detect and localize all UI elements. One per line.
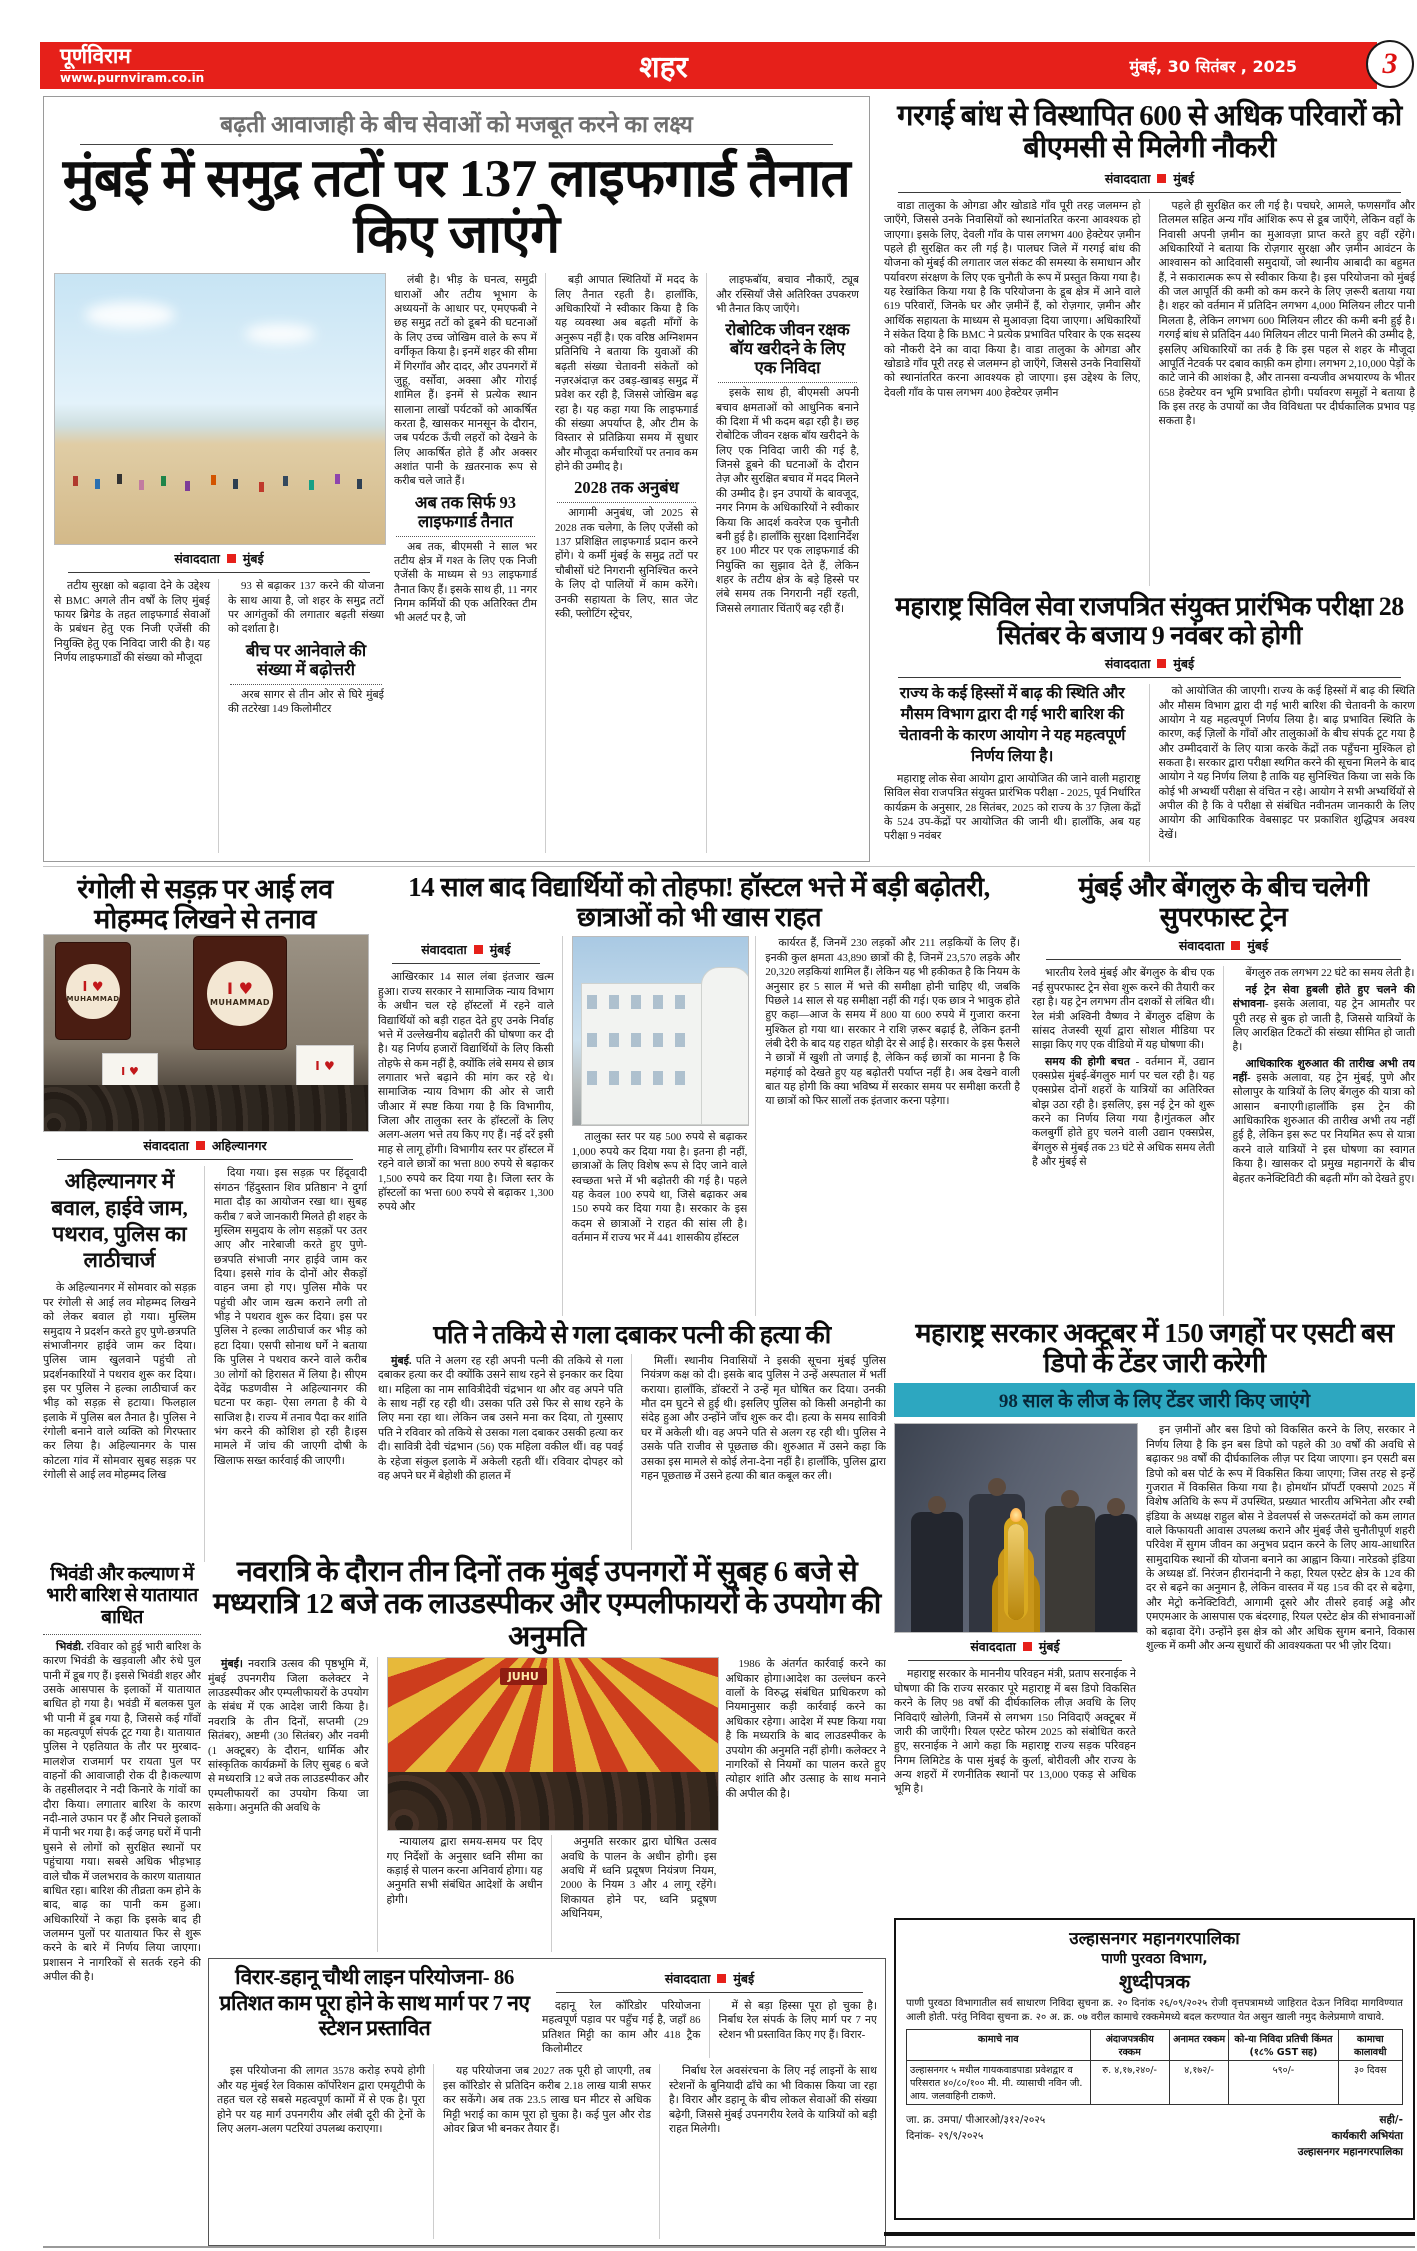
subhead: 2028 तक अनुबंध: [557, 479, 696, 503]
pati-headline: पति ने तकिये से गला दबाकर पत्नी की हत्या की: [433, 1322, 831, 1349]
bus-col1: [894, 1667, 1136, 1910]
hostel-col3: [765, 936, 1020, 1316]
tender-table: [906, 2029, 1403, 2105]
sign-designation: कार्यकारी अभियंता: [1331, 2129, 1403, 2142]
run-in-text: पति ने अलग रह रही अपनी पत्नी की तकिये से गला दबाकर हत्या कर दी क्योंकि उसने साथ रहने से इनकार कर दिया था। महिला का नाम सावित्रीदेवी चंद्रभान था और वह अपने पति के साथ नहीं रह रही थी। उसका पति उसे फिर से साथ रहने के लिए मना रहा था। लेकिन जब उसने मना कर दिया, तो गुस्साए पति ने रविवार को तकिये से उसका गला दबाकर उसकी हत्या कर दी। सावित्री देवी चंद्रभान (56) एक महिला वकील थीं। वह पवई के रहेजा संकुल इलाके में अकेली रहती थीं। रविवार दोपहर को वह अपने घर में बेहोशी की हालत में: [378, 1355, 623, 1482]
page-bottom-rule: [43, 2246, 1415, 2248]
mpsc-col1: [884, 684, 1150, 862]
paragraph: इस परियोजना की लागत 3578 करोड़ रुपये होगी और यह मुंबई रेल विकास कॉर्पोरेशन द्वारा एमयूटीपी के तहत चल रहे सबसे महत्वपूर्ण कामों में से एक है। पूरा होने पर यह मार्ग उपनगरीय और लंबी दूरी की ट्रेनों के लिए अलग-अलग पटरियां उपलब्ध कराएगा।: [217, 2065, 425, 2135]
lead-body: [54, 273, 859, 853]
paragraph: आखिरकार 14 साल लंबा इंतजार खत्म हुआ। राज्य सरकार ने सामाजिक न्याय विभाग के अधीन चल रहे हॉस्टलों में रहने वाले विद्यार्थियों को बड़ी राहत देते हुए उनके निर्वाह भत्ते में उल्लेखनीय बढ़ोतरी की घोषणा कर दी है। यह निर्णय हजारों विद्यार्थियों के लिए किसी तोहफे से कम नहीं है, क्योंकि लंबे समय से छात्र लगातार भत्ते बढ़ाने की मांग कर रहे थे। सामाजिक न्याय विभाग की ओर से जारी जीआर में स्पष्ट किया गया है कि विभागीय, जिला और तालुका स्तर के हॉस्टलों के लिए अलग-अलग भत्ते तय किए गए हैं। नई दरें इसी माह से लागू होंगी। विभागीय स्तर पर हॉस्टल में रहने वाले छात्रों का भत्ता 800 रुपये से बढ़ाकर 1,500 रुपये कर दिया गया है। जिला स्तर के हॉस्टलों का भत्ता 600 रुपये से बढ़ाकर 1,300 रुपये और: [378, 971, 554, 1214]
gargai-byline: [884, 170, 1415, 187]
ref-number: जा. क्र. उमपा/ पीआरओ/३१२/२०२५: [906, 2114, 1046, 2126]
virar-bottom: [217, 2064, 877, 2239]
article-hostel-allowance: [378, 872, 1020, 1316]
train-headline: मुंबई और बेंगलुरु के बीच चलेगी सुपरफास्ट ट्रेन: [1078, 872, 1369, 933]
byline-city: मुंबई: [1173, 171, 1195, 186]
ref-date: दिनांक- २९/९/२०२५: [906, 2129, 984, 2142]
bus-body: [894, 1423, 1415, 1910]
paragraph: [43, 1640, 201, 1985]
section-divider: [43, 866, 1415, 867]
article-bhiwandi-rain: [43, 1564, 201, 2248]
article-st-bus-depots: [894, 1318, 1415, 1910]
duration-cell: ३० दिवस: [1338, 2061, 1403, 2105]
paragraph: [1233, 1057, 1416, 1186]
paragraph: अनुमति सरकार द्वारा घोषित उत्सव अवधि के पालन के अधीन होगी। इस अवधि में ध्वनि प्रदूषण नियंत्रण नियम, 2000 के नियम 3 और 4 लागू रहेंगे। शिकायत होने पर, ध्वनि प्रदूषण अधिनियम,: [560, 1836, 717, 1921]
virar-intro: [542, 1965, 877, 2058]
paragraph: लाइफबॉय, बचाव नौकाएँ, ट्यूब और रस्सियाँ जैसे अतिरिक्त उपकरण भी तैनात किए जाएँगे।: [716, 274, 859, 316]
sign-line: सही/-: [1379, 2114, 1403, 2126]
byline-label: संवाददाता: [1178, 939, 1225, 954]
decor-tower: [701, 967, 750, 1125]
dateline: मुंबई।: [221, 1658, 244, 1671]
byline-rule: [898, 192, 1401, 193]
lead-right-pane: [394, 273, 859, 853]
tender-dept: पाणी पुरवठा विभाग,: [1101, 1951, 1208, 1967]
paragraph: महाराष्ट्र सरकार के माननीय परिवहन मंत्री, प्रताप सरनाईक ने घोषणा की कि राज्य सरकार पूरे महाराष्ट्र में बस डिपो विकसित करने के लिए 98 वर्षों की दीर्घकालिक लीज़ अवधि के लिए निविदाएँ खोलेगी, जिनमें से लगभग 150 निविदाएँ अक्टूबर में जारी की जाएँगी। रियल एस्टेट फोरम 2025 को संबोधित करते हुए, सरनाईक ने आगे कहा कि महाराष्ट्र राज्य सड़क परिवहन निगम लिमिटेड के पास मुंबई के कुर्ला, बोरीवली और राज्य के अन्य शहरों में रणनीतिक स्थानों पर 13,000 एकड़ से अधिक भूमि है।: [894, 1668, 1136, 1796]
virar-intro1: [542, 1999, 710, 2058]
copy-price-cell: ५९०/-: [1229, 2061, 1338, 2105]
bus-col2: [1146, 1423, 1415, 1910]
sign-text: I ♥: [315, 1059, 335, 1074]
mpsc-headline: महाराष्ट्र सिविल सेवा राजपत्रित संयुक्त प्रारंभिक परीक्षा 28 सितंबर के बजाय 9 नवंबर को होगी: [895, 592, 1404, 651]
run-in-text: रविवार को हुई भारी बारिश के कारण भिवंडी के खड़वाली और रुंधे पुल पानी में डूब गए हैं। इससे भिवंडी शहर और उसके आसपास के इलाकों में यातायात बाधित हो गया है। भवंडी में बलकस पुल भी पानी में डूब गया है, जिससे कई गाँवों का महत्वपूर्ण संपर्क टूट गया है। यातायात पुलिस ने एहतियात के तौर पर मुरबाद-मालशेज राजमार्ग पर रायता पुल पर वाहनों की आवाजाही रोक दी है।कल्याण के तहसीलदार ने नदी किनारे के गांवों का दौरा किया। लगातार बारिश के कारण नदी-नाले उफान पर हैं और निचले इलाकों में पानी भर गया है। कई जगह घरों में पानी घुसने से लोगों को सुरक्षित स्थानों पर पहुंचाया गया। सबसे अधिक भीड़भाड़ वाले चौक में जलभराव के कारण यातायात बाधित रहा। बारिश की तीव्रता कम होने के बाद, बाढ़ का पानी कम हुआ। अधिकारियों ने कहा कि इसके बाद ही जलमग्न पुलों पर यातायात फिर से शुरू करने के बारे में निर्णय लिया जाएगा। प्रशासन ने नागरिकों से सतर्क रहने की अपील की है।: [43, 1640, 201, 1984]
estimate-cell: रु. ४,१७,२४०/-: [1090, 2061, 1169, 2105]
navratri-col1: [208, 1657, 378, 1952]
placard-word: MUHAMMAD: [66, 994, 120, 1003]
virar-top: [217, 1965, 877, 2058]
byline-rule: [556, 1992, 863, 1993]
byline-label: संवाददाता: [143, 1139, 189, 1154]
decor-windows: [587, 1071, 695, 1085]
protest-photo: [43, 934, 369, 1132]
virar-intro2: [719, 1999, 878, 2058]
mpsc-col2: [1159, 684, 1416, 862]
run-in-text: इसके अलावा, यह ट्रेन आमतौर पर पूरी तरह से बुक हो जाती है, जिससे यात्रियों के लिए आरक्षित टिकटों की संख्या सीमित हो जाती है।: [1232, 998, 1415, 1054]
placard-disc: [207, 961, 273, 1026]
byline-city: मुंबई: [1173, 657, 1195, 672]
placard-text: I ♥: [82, 979, 104, 995]
virar-col1: [217, 2064, 434, 2239]
rangoli-col1: [43, 1166, 205, 1562]
lead-colE: [716, 273, 859, 853]
paragraph: के अहिल्यानगर में सोमवार को सड़क़ पर रंगोली से आई लव मोहम्मद लिखने को लेकर बवाल हो गया। मुस्लिम समुदाय ने प्रदर्शन करते हुए पुणे-छत्रपति संभाजीनगर हाईवे जाम कर दिया। पुलिस जाम खुलवाने पहुंची तो प्रदर्शनकारियों ने पथराव शुरू कर दिया। इस पर पुलिस ने हल्का लाठीचार्ज कर भीड़ को सड़क़ से हटाया। फिलहाल इलाके में पुलिस बल तैनात है। पुलिस ने रंगोली बनाने वाले व्यक्ति को गिरफ्तार कर लिया है। अहिल्यानगर के पास कोटला गांव में सोमवार सुबह सड़क़ पर रंगोली से आई लव मोहम्मद लिख: [43, 1282, 196, 1482]
rangoli-subheadline: अहिल्यानगर में बवाल, हाईवे जाम, पथराव, पुलिस का लाठीचार्ज: [51, 1169, 188, 1273]
paragraph: 1986 के अंतर्गत कार्रवाई करने का अधिकार होगा।आदेश का उल्लंघन करने वालों के विरुद्ध संबंधित प्राधिकरण को नियमानुसार कड़ी कार्रवाई करने का अधिकार रहेगा। आदेश में स्पष्ट किया गया है कि मध्यरात्रि के बाद लाउडस्पीकर के उपयोग की अनुमति नहीं होगी। कलेक्टर ने नागरिकों से नियमों का पालन करते हुए त्योहार शांति और उत्साह के साथ मनाने की अपील की है।: [725, 1658, 886, 1800]
hostel-col2: [572, 936, 757, 1316]
sign-org: उल्हासनगर महानगरपालिका: [1297, 2145, 1403, 2158]
byline-label: संवाददाता: [1104, 657, 1151, 672]
tender-notice-box: [894, 1918, 1415, 2220]
bus-byline: [894, 1638, 1136, 1655]
byline-rule: [1046, 959, 1401, 960]
subhead: अब तक सिर्फ 93 लाइफगार्ड तैनात: [396, 494, 535, 537]
paragraph: दिया गया। इस सड़क़ पर हिंदूवादी संगठन 'हिंदुस्तान शिव प्रतिष्ठान' ने दुर्गा माता दौड़ का आयोजन रखा था। सुबह करीब 7 बजे जानकारी मिलते ही शहर के मुस्लिम समुदाय के लोग सड़क़ों पर उतर आए और नारेबाजी करते हुए पुणे-छत्रपति संभाजी नगर हाईवे जाम कर दिया। इससे गांव के दोनों ओर सैकड़ों वाहन जमा हो गए। पुलिस मौके पर पहुंची और जाम खत्म कराने लगी तो भीड़ ने पथराव शुरू कर दिया। इस पर पुलिस ने हल्का लाठीचार्ज कर भीड़ को हटा दिया। एसपी सोनाथ घर्गे ने बताया कि पुलिस ने पथराव करने वाले करीब 30 लोगों को हिरासत में लिया है। सीएम देवेंद्र फडणवीस ने अहिल्यानगर की घटना पर कहा- ऐसा लगता है की ये साजिश है। राज्य में तनाव पैदा कर शांति भंग करने की कोशिश हो रही है।इस मामले में जांच की जाएगी दोषी के खिलाफ सख्त कार्रवाई की जाएगी।: [214, 1167, 367, 1467]
tender-header-row: [907, 2030, 1403, 2061]
paragraph: तालुका स्तर पर यह 500 रुपये से बढ़ाकर 1,000 रुपये कर दिया गया है। इतना ही नहीं, छात्राओं के लिए विशेष रूप से दिए जाने वाले स्वच्छता भत्ते में भी बढ़ोतरी की गई है। पहले यह केवल 100 रुपये था, जिसे बढ़ाकर अब 150 रुपये कर दिया गया है। सरकार के इस कदम से छात्राओं ने राहत की सांस ली है। वर्तमान में राज्य भर में 441 शासकीय हॉस्टल: [571, 1131, 748, 1244]
tender-footer: [906, 2113, 1403, 2160]
lead-headline: मुंबई में समुद्र तटों पर 137 लाइफगार्ड तैनात किए जाएंगे: [62, 150, 851, 265]
article-superfast-train: [1032, 872, 1415, 1316]
train-byline: [1032, 937, 1415, 954]
col-header: को-या निविदा प्रतिची किंमत (१८% GST सह): [1229, 2030, 1338, 2061]
col-header: कामाचे नाव: [907, 2030, 1091, 2061]
article-lifeguards: [43, 96, 870, 862]
paragraph: में से बड़ा हिस्सा पूरा हो चुका है। निर्बाध रेल संपर्क के लिए मार्ग पर 7 नए स्टेशन भी प्रस्तावित किए गए हैं। विरार-: [718, 2000, 877, 2041]
tender-body: पाणी पुरवठा विभागातील सर्व साधारण निविदा सुचना क्र. २० दिनांक २६/०९/२०२५ रोजी वृत्तपत्रामध्ये जाहिरात देऊन निविदा मागविण्यात आली होती. परंतु निविदा सुचना क्र. २० अ. क्र. ०७ वरील कामाचे रक्कमेमध्ये बदल करण्यात येत असुन खाली नमुद केलेप्रमाणे वाचावे.: [906, 1998, 1403, 2023]
decor-beach-crowd: [73, 476, 78, 486]
byline-city: मुंबई: [489, 943, 511, 958]
page-number-badge: [1366, 40, 1414, 88]
navratri-mini2: [561, 1835, 717, 1952]
decor-ceremonial-lamp: [1008, 1524, 1024, 1620]
tender-org: उल्हासनगर महानगरपालिका: [1069, 1929, 1240, 1949]
byline-rule: [392, 963, 540, 964]
byline-city: मुंबई: [242, 552, 264, 567]
byline-rule: [57, 1159, 353, 1160]
mpsc-byline: [884, 655, 1415, 672]
paragraph: पहले ही सुरक्षित कर ली गई है। पचघरे, आमले, फणसगाँव और तिलमल सहित अन्य गाँव आंशिक रूप से डूब जाएँगे, लेकिन वहाँ के निवासी अपनी ज़मीन का मुआवज़ा प्राप्त करते हुए वहीं रहेंगे। अधिकारियों ने बताया कि रोज़गार सुरक्षा और ज़मीन आवंटन के आश्वासन को आदिवासी समुदायों, जो स्थानीय आबादी का बहुमत हैं, ने सकारात्मक रूप से स्वीकार किया है। इस परियोजना को मुंबई की जल आपूर्ति की कमी को कम करने के लिए ज़रूरी बताया गया है। शहर को वर्तमान में प्रतिदिन लगभग 4,000 मिलियन लीटर पानी मिलता है, लेकिन लगभग 600 मिलियन लीटर की कमी बनी हुई है। गरगई बांध से प्रतिदिन 440 मिलियन लीटर पानी मिलने की उम्मीद है, इसलिए अधिकारियों का तर्क है कि इस पहल से शहर के मौजूदा आपूर्ति नेटवर्क पर दबाव काफ़ी कम होगा। लगभग 2,10,000 पेड़ों के काटे जाने की आशंका है, और तानसा वन्यजीव अभयारण्य के भीतर 658 हेक्टेयर वन भूमि प्रभावित होगी। पर्यावरण समूहों ने बताया है कि इस तरह के उपायों का जैव विविधता पर दीर्घकालिक प्रभाव पड़ सकता है।: [1158, 199, 1415, 428]
decor-cloud: [85, 302, 175, 328]
byline-city: मुंबई: [733, 1972, 755, 1986]
dateline: भिवंडी.: [56, 1640, 84, 1653]
run-in-head: नई ट्रेन सेवा हुबली होते हुए चलने की संभावना-: [1232, 983, 1415, 1011]
byline-city: अहिल्यानगर: [211, 1139, 267, 1154]
lead-colC: [394, 273, 546, 853]
col-header: अनामत रक्कम: [1169, 2030, 1229, 2061]
drummers-photo: [387, 1657, 719, 1831]
paragraph: भारतीय रेलवे मुंबई और बेंगलुरु के बीच एक नई सुपरफास्ट ट्रेन सेवा शुरू करने की तैयारी कर रहा है। यह ट्रेन लगभग तीन दशकों से लंबित थी।रेल मंत्री अश्विनी वैष्णव ने बेंगलुरु दक्षिण के सांसद तेजस्वी सूर्या द्वारा सोशल मीडिया पर साझा किए गए एक वीडियो में यह घोषणा की।: [1032, 967, 1215, 1052]
col-header: कामाचा कालावधी: [1338, 2030, 1403, 2061]
article-rangoli-tension: [43, 874, 367, 1562]
section-title: शहर: [639, 50, 688, 85]
byline-label: संवाददाता: [970, 1640, 1016, 1655]
hostel-col2-text: [572, 1130, 748, 1316]
navratri-col2: [726, 1657, 887, 1952]
paragraph: बड़ी आपात स्थितियों में मदद के लिए तैनात रहती है। हालाँकि, अधिकारियों ने स्वीकार किया है कि यह व्यवस्था अब बढ़ती माँगों के अनुरूप नहीं है। एक वरिष्ठ अग्निशमन प्रतिनिधि ने बताया कि युवाओं की बढ़ती संख्या चेतावनी संकेतों को नज़रअंदाज़ कर उबड़-खाबड़ समुद्र में प्रवेश कर रही है, जिससे जोखिम बढ़ रहा है। यह कहा गया कि लाइफगार्ड की संख्या अपर्याप्त है, और टीम के विस्तार से प्रतिक्रिया समय में सुधार और मौजूदा कर्मचारियों पर तनाव कम होने की उम्मीद है।: [555, 274, 698, 474]
masthead: [40, 42, 1377, 89]
protest-sign: [296, 1045, 354, 1087]
navratri-middle: [387, 1657, 717, 1952]
decor-windows: [587, 1033, 695, 1047]
decor-person: [1095, 1514, 1137, 1632]
byline-square-icon: [196, 1141, 205, 1150]
byline-rule: [898, 677, 1401, 678]
navratri-headline: नवरात्रि के दौरान तीन दिनों तक मुंबई उपनगरों में सुबह 6 बजे से मध्यरात्रि 12 बजे तक लाउडस्पीकर और एम्पलीफायरों के उपयोग की अनुमति: [213, 1556, 881, 1653]
byline-square-icon: [227, 554, 236, 563]
paragraph: कार्यरत हैं, जिनमें 230 लड़कों और 211 लड़कियों के लिए हैं। इनकी कुल क्षमता 43,890 छात्रों की है, जिनमें 23,570 लड़के और 20,320 लड़कियां शामिल हैं। लेकिन यह भी हकीकत है कि नियम के अनुसार हर 5 साल में भत्ते की समीक्षा होनी चाहिए थी, जबकि पिछले 14 साल से यह समीक्षा नहीं की गई। एक छात्र ने भावुक होते हुए कहा—आज के समय में 800 या 600 रुपये में गुजारा करना मुश्किल हो गया था। सरकार ने राशि ज़रूर बढ़ाई है, लेकिन इतनी लंबी देरी के बाद यह राहत थोड़ी देर से आई है। सरकार के इस फैसले ने छात्रों में खुशी तो जगाई है, लेकिन कई छात्रों का मानना है कि महंगाई को देखते हुए यह बढ़ोतरी पर्याप्त नहीं है। अब देखने वाली बात यह होगी कि क्या भविष्य में सरकार समय पर समीक्षा करती है या छात्रों को फिर सालों तक इंतजार करना पड़ेगा।: [765, 937, 1020, 1108]
run-in-text: इसके अलावा, यह ट्रेन मुंबई, पुणे और सोलापुर के यात्रियों के लिए बेंगलुरु की यात्रा को आसान बनाएगी।हालाँकि इस ट्रेन की आधिकारिक शुरुआत की तारीख अभी तय नहीं हुई है, लेकिन इस रूट पर नियमित रूप से यात्रा करने वाले यात्रियों ने इस घोषणा का स्वागत किया है। खासकर दो प्रमुख महानगरों के बीच बेहतर कनेक्टिविटी की बढ़ती माँग को देखते हुए।: [1232, 1071, 1415, 1185]
placard-word: MUHAMMAD: [209, 998, 271, 1008]
virar-col2: [443, 2064, 660, 2239]
lead-byline: [54, 550, 384, 567]
bhiwandi-headline: भिवंडी और कल्याण में भारी बारिश से यातायात बाधित: [43, 1564, 201, 1635]
run-in-text: वर्तमान में, उद्यान एक्सप्रेस मुंबई-बेंगलुरु मार्ग पर चल रही है। यह एक्सप्रेस दोनों शहरों के यात्रियों का अतिरिक्त बोझ उठा रही है। इसलिए, इस नई ट्रेन को शुरू करने का निर्णय लिया गया है।गुंतकल और कलबुर्गी होते हुए चलने वाली उद्यान एक्सप्रेस, बेंगलुरु से मुंबई तक 23 घंटे से अधिक समय लेती है और मुंबई से: [1032, 1055, 1215, 1169]
beach-photo: [54, 273, 386, 545]
pati-col1: [378, 1354, 632, 1550]
paper-name: पूर्णविराम: [60, 43, 131, 68]
rangoli-headline: रंगोली से सड़क़ पर आई लव मोहम्मद लिखने से तनाव: [77, 874, 333, 935]
paragraph: महाराष्ट्र लोक सेवा आयोग द्वारा आयोजित की जाने वाली महाराष्ट्र सिविल सेवा राजपत्रित संयुक्त प्रारंभिक परीक्षा - 2025, पूर्व निर्धारित कार्यक्रम के अनुसार, 28 सितंबर, 2025 को राज्य के 37 ज़िला केंद्रों के 524 उप-केंद्रों पर आयोजित की जानी थी। हालाँकि, अब यह परीक्षा 9 नवंबर: [884, 772, 1141, 843]
edition-dateline: मुंबई, 30 सितंबर , 2025: [1129, 56, 1297, 76]
lead-left-pane: [54, 273, 384, 853]
article-navratri-loudspeaker: [208, 1556, 886, 1952]
navratri-body: [208, 1657, 886, 1952]
decor-crowd: [388, 1772, 718, 1830]
train-col1: [1032, 966, 1224, 1316]
subhead: बीच पर आनेवाले की संख्या में बढ़ोत्तरी: [230, 642, 382, 685]
paragraph: वाडा तालुका के ओगडा और खोडाडे गाँव पूरी तरह जलमग्न हो जाएँगे, जिससे उनके निवासियों को स्थानांतरित करना आवश्यक हो जाएगा। इसके लिए, देवली गाँव के पास लगभग 400 हेक्टेयर ज़मीन पहले ही सुरक्षित कर ली गई है। पालघर जिले में गरगई बांध की योजना को मुंबई की लगातार जल संकट की समस्या के समाधान और पर्यावरण संरक्षण के लिए एक चुनौती के रूप में प्रस्तुत किया गया है। यह रेखांकित किया गया है कि परियोजना के डूब क्षेत्र में आने वाले 619 परिवारों, जिनके घर और ज़मीनें हैं, को रोज़गार, ज़मीन और आर्थिक सहायता के माध्यम से मुआवज़ा दिया जाएगा। अधिकारियों ने संकेत दिया है कि BMC ने प्रत्येक प्रभावित परिवार के एक सदस्य को नौकरी देने का वादा किया है। वाडा तालुका के ओगडा और खोडाडे गाँव पूरी तरह से जलमग्न हो जाएँगे, जिससे उनके निवासियों को स्थानांतरित करना आवश्यक हो जाएगा। इस उद्देश्य के लिए, देवली गाँव के पास लगभग 400 हेक्टेयर ज़मीन: [884, 199, 1141, 399]
paragraph: [378, 1354, 623, 1483]
byline-label: संवाददाता: [421, 943, 467, 958]
article-gargai-dam: [884, 100, 1415, 586]
tender-ref: [906, 2113, 1045, 2160]
virar-col3: [669, 2064, 877, 2239]
virar-byline: [542, 1970, 877, 1987]
byline-label: संवाददाता: [174, 552, 220, 567]
decor-crowd: [44, 1085, 368, 1131]
paragraph: इसके साथ ही, बीएमसी अपनी बचाव क्षमताओं को आधुनिक बनाने की दिशा में भी कदम बढ़ा रही है। छह रोबोटिक जीवन रक्षक बॉय खरीदने के लिए एक निविदा जारी की गई है, जिनसे डूबने की घटनाओं के दौरान तेज़ और सुरक्षित बचाव में मदद मिलने की उम्मीद है। इन उपायों के बावजूद, नगर निगम के अधिकारियों ने स्वीकार किया कि आदर्श कवरेज एक चुनौती बनी हुई है। हालाँकि सुरक्षा दिशानिर्देश हर 100 मीटर पर एक लाइफगार्ड की नियुक्ति का सुझाव देते हैं, लेकिन शहर के तटीय क्षेत्र के बड़े हिस्से पर लंबे समय तक निगरानी नहीं रहती, जिससे लगातार चिंताएँ बढ़ रही हैं।: [716, 387, 859, 615]
paragraph: [208, 1657, 369, 1815]
byline-square-icon: [1231, 941, 1240, 950]
byline-square-icon: [717, 1974, 726, 1983]
paragraph: 93 से बढ़ाकर 137 करने की योजना के साथ आया है, जो शहर के समुद्र तटों पर आगंतुकों की लगातार बढ़ती संख्या को दर्शाता है।: [228, 580, 384, 636]
hostel-col1-text: [378, 970, 554, 1316]
bhiwandi-body: [43, 1640, 201, 2248]
placard-disc: [66, 964, 119, 1020]
paragraph: निर्बाध रेल अवसंरचना के लिए नई लाइनों के साथ स्टेशनों के बुनियादी ढाँचे का भी विकास किया जा रहा है। विरार और डहानू के बीच लोकल सेवाओं की संख्या बढ़ेगी, जिससे मुंबई उपनगरीय रेलवे के यात्रियों को बड़ी राहत मिलेगी।: [669, 2065, 877, 2135]
rangoli-col2: [214, 1166, 367, 1562]
lead-colB: [228, 579, 384, 853]
bottom-black-bar: [884, 2232, 1415, 2236]
virar-headline: विरार-डहानू चौथी लाइन परियोजना- 86 प्रतिशत काम पूरा होने के साथ मार्ग पर 7 नए स्टेशन प्रस्तावित: [219, 1965, 530, 2041]
paragraph: दहानू रेल कॉरिडोर परियोजना महत्वपूर्ण पड़ाव पर पहुँच गई है, जहाँ 86 प्रतिशत मिट्टी का काम और 418 ट्रैक किलोमीटर: [542, 2000, 701, 2056]
paragraph: आगामी अनुबंध, जो 2025 से 2028 तक चलेगा, के लिए एजेंसी को 137 प्रशिक्षित लाइफगार्ड प्रदान करने होंगे। ये कर्मी मुंबई के समुद्र तटों पर चौबीसों घंटे निगरानी सुनिश्चित करने के लिए दो पालियों में काम करेंगे। उनकी सहायता के लिए, सात जेट स्की, फ्लोटिंग स्ट्रेचर,: [555, 507, 698, 620]
article-wife-murder: [378, 1322, 886, 1550]
run-in-head: समय की होगी बचत -: [1045, 1055, 1140, 1068]
decor-person: [911, 1512, 963, 1632]
paragraph: [1233, 983, 1416, 1055]
navratri-mini1: [387, 1835, 552, 1952]
paragraph: अब तक, बीएमसी ने साल भर तटीय क्षेत्र में गश्त के लिए एक निजी एजेंसी के माध्यम से 93 लाइफगार्ड तैनात किए हैं। इसके साथ ही, 11 नगर निगम कर्मियों की एक अतिरिक्त टीम भी अलर्ट पर है, जो: [394, 540, 537, 625]
lead-colD: [555, 273, 707, 853]
gargai-headline: गरगई बांध से विस्थापित 600 से अधिक परिवारों को बीएमसी से मिलेगी नौकरी: [897, 100, 1402, 165]
paragraph: बेंगलुरु तक लगभग 22 घंटे का समय लेती है।: [1245, 967, 1415, 980]
paragraph: [1032, 1055, 1215, 1170]
byline-square-icon: [1157, 174, 1166, 183]
decor-windows: [587, 995, 695, 1009]
subhead: रोबोटिक जीवन रक्षक बॉय खरीदने के लिए एक निविदा: [718, 321, 857, 383]
page-number: 3: [1382, 47, 1398, 80]
mpsc-lede: राज्य के कई हिस्सों में बाढ़ की स्थिति और मौसम विभाग द्वारा दी गई भारी बारिश की चेतावनी के कारण आयोग ने यह महत्वपूर्ण निर्णय लिया है।: [899, 685, 1126, 765]
paragraph: अरब सागर से तीन ओर से घिरे मुंबई की तटरेखा 149 किलोमीटर: [228, 688, 384, 716]
bus-headline: महाराष्ट्र सरकार अक्टूबर में 150 जगहों पर एसटी बस डिपो के टेंडर जारी करेगी: [915, 1318, 1394, 1379]
paragraph: इन ज़मीनों और बस डिपो को विकसित करने के लिए, सरकार ने निर्णय लिया है कि इन बस डिपो को पहले की 30 वर्षों की अवधि से बढ़ाकर 98 वर्षों की दीर्घकालिक लीज़ पर दिया जाएगा। इन एसटी बस डिपो को बस पोर्ट के रूप में विकसित किया जाएगा; जिस तरह से इन्हें गुजरात में विकसित किया गया है। होमथॉन प्रॉपर्टी एक्सपो 2025 में विशेष अतिथि के रूप में उपस्थित, प्रख्यात भारतीय अभिनेता और रग्बी इंडिया के अध्यक्ष राहुल बोस ने डेवलपर्स से जरूरतमंदों को कम लागत वाले किफायती आवास उपलब्ध कराने और मुंबई जैसे चुनौतीपूर्ण शहरी परिवेश में सुगम जीवन का अनुभव प्रदान करने के लिए आय-आधारित सामुदायिक स्थानों की योजना बनाने का आह्वान किया। नारेडको इंडिया के अध्यक्ष डॉ. निरंजन हीरानंदानी ने कहा, रियल एस्टेट क्षेत्र के 12व की दर से बढ़ने का अनुमान है, लेकिन वास्तव में यह 15व की दर से बढ़ेगा, और मेट्रो कनेक्टिविटी, आगामी दूसरे और तीसरे हवाई अड्डे और एमएमआर के आसपास एक बंदरगाह, रियल एस्टेट क्षेत्र की संभावनाओं को बढ़ावा देंगे। उन्होंने इस क्षेत्र को और अधिक सुगम बनाने, विकास शुल्क में कमी और अन्य सुधारों की आवश्यकता पर भी ज़ोर दिया।: [1146, 1424, 1415, 1652]
article-virar-dahanu: [208, 1958, 886, 2246]
protest-placard: [194, 937, 286, 1049]
byline-square-icon: [1023, 1642, 1032, 1651]
hostel-col1: [378, 936, 563, 1316]
run-in-head: आधिकारिक शुरुआत की तारीख अभी तय नहीं-: [1232, 1057, 1415, 1084]
tender-data-row: [907, 2061, 1403, 2105]
hostel-headline: 14 साल बाद विद्यार्थियों को तोहफा! हॉस्टल भत्ते में बड़ी बढ़ोतरी, छात्राओं को भी खास राहत: [408, 872, 990, 933]
gargai-col1: [884, 199, 1150, 586]
decor-person: [1045, 1506, 1095, 1632]
byline-rule: [68, 572, 370, 573]
paragraph: लंबी है। भीड़ के घनत्व, समुद्री धाराओं और तटीय भूभाग के अध्ययनों के आधार पर, एमएफबी ने छह समुद्र तटों को डूबने की घटनाओं के लिए उच्च जोखिम वाले के रूप में वर्गीकृत किया है। इनमें शहर की सीमा में गिरगाँव और दादर, और उपनगरों में जुहू, वर्सोवा, अक्सा और गोराई शामिल हैं। इनमें से प्रत्येक स्थान सालाना लाखों पर्यटकों को आकर्षित करता है, खासकर मानसून के दौरान, जब पर्यटक ऊँची लहरों को देखने के लिए आकर्षित होते हैं और अक्सर अशांत पानी के ख़तरनाक रूप से करीब चले जाते हैं।: [394, 274, 537, 488]
paragraph: मिलीं। स्थानीय निवासियों ने इसकी सूचना मुंबई पुलिस नियंत्रण कक्ष को दी। इसके बाद पुलिस ने उन्हें अस्पताल में भर्ती कराया। हालाँकि, डॉक्टरों ने उन्हें मृत घोषित कर दिया। उनकी मौत दम घुटने से हुई थी। इसलिए पुलिस को किसी अनहोनी का संदेह हुआ और उन्होंने जाँच शुरू कर दी। हत्या के समय सावित्री घर में अकेली थी। वह अपने पति से अलग रह रही थी। पुलिस ने उसके पति राजीव से पूछताछ की। शुरुआत में उसने कहा कि उसका इस मामले से कोई लेना-देना नहीं है। हालाँकि, पुलिस द्वारा गहन पूछताछ में उसने हत्या की बात कबूल कर ली।: [641, 1355, 886, 1482]
lead-kicker: बढ़ती आवाजाही के बीच सेवाओं को मजबूत करने का लक्ष्य: [80, 107, 832, 145]
article-mpsc-exam: [884, 592, 1415, 862]
pati-col2: [641, 1354, 886, 1550]
byline-city: मुंबई: [1038, 1640, 1060, 1655]
byline-label: संवाददाता: [1104, 171, 1151, 186]
dateline: मुंबई.: [391, 1355, 412, 1367]
paragraph: न्यायालय द्वारा समय-समय पर दिए गए निर्देशों के अनुसार ध्वनि सीमा का कड़ाई से पालन करना अनिवार्य होगा। यह अनुमति सभी संबंधित आदेशों के अधीन होगी।: [386, 1836, 543, 1906]
byline-city: मुंबई: [1247, 939, 1269, 954]
protest-placard: [56, 943, 130, 1039]
bus-strap: 98 साल के लीज के लिए टेंडर जारी किए जाएंगे: [894, 1383, 1415, 1417]
byline-square-icon: [1157, 659, 1166, 668]
lead-colA: [54, 579, 219, 853]
decor-cloud: [245, 324, 315, 344]
byline-label: संवाददाता: [664, 1972, 711, 1986]
paragraph: यह परियोजना जब 2027 तक पूरी हो जाएगी, तब इस कॉरिडोर से प्रतिदिन करीब 2.18 लाख यात्री सफर कर सकेंगे। अब तक 23.5 लाख घन मीटर से अधिक मिट्टी भराई का काम पूरा हो चुका है। कई पुल और रोड ओवर ब्रिज भी बनकर तैयार हैं।: [443, 2065, 651, 2135]
paragraph: तटीय सुरक्षा को बढ़ावा देने के उद्देश्य से BMC अगले तीन वर्षों के लिए मुंबई फायर ब्रिगेड के तहत लाइफगार्ड सेवाओं के प्रबंधन हेतु एक निजी एजेंसी की नियुक्ति हेतु एक निविदा जारी की है। यह निर्णय लाइफगार्डों की संख्या को मौजूदा: [54, 580, 210, 665]
gargai-col2: [1159, 199, 1416, 586]
protest-sign: [102, 1053, 158, 1089]
bus-left: [894, 1423, 1136, 1910]
rangoli-byline: [43, 1137, 367, 1154]
paper-brand: [40, 43, 360, 86]
deposit-cell: ४,१७२/-: [1169, 2061, 1229, 2105]
byline-rule: [908, 1660, 1122, 1661]
hostel-byline: [378, 941, 554, 958]
paragraph: को आयोजित की जाएगी। राज्य के कई हिस्सों में बाढ़ की स्थिति और मौसम विभाग द्वारा दी गई भारी बारिश की चेतावनी के कारण आयोग ने यह महत्वपूर्ण निर्णय लिया है। बाढ़ प्रभावित स्थिति के कारण, कई ज़िलों के गाँवों और तालुकाओं के बीच संपर्क टूट गया है और उम्मीदवारों के लिए यात्रा करके केंद्रों तक पहुँचना मुश्किल हो सकता है। सरकार द्वारा परीक्षा स्थगित करने की सूचना मिलने के बाद आयोग ने यह निर्णय लिया है ताकि यह सुनिश्चित किया जा सके कि कोई भी अभ्यर्थी परीक्षा से वंचित न रहे। आयोग ने सभी अभ्यर्थियों से अपील की है कि वे परीक्षा से संबंधित नवीनतम जानकारी के लिए आयोग की आधिकारिक वेबसाइट पर प्रकाशित शुद्धिपत्र अवश्य देखें।: [1158, 685, 1415, 841]
col-header: अंदाजपत्रकीय रक्कम: [1090, 2030, 1169, 2061]
juhu-sign: JUHU: [500, 1668, 547, 1685]
run-in-text: नवरात्रि उत्सव की पृष्ठभूमि में, मुंबई उपनगरीय जिला कलेक्टर ने लाउडस्पीकर और एम्पलीफायरों के उपयोग के संबंध में एक आदेश जारी किया है। नवरात्रि के तीन दिनों, सप्तमी (29 सितंबर), अष्टमी (30 सितंबर) और नवमी (1 अक्टूबर) के दौरान, धार्मिक और सांस्कृतिक कार्यक्रमों के लिए सुबह 6 बजे से मध्यरात्रि 12 बजे तक लाउडस्पीकर और एम्पलीफायरों का उपयोग किया जा सकेगा। अनुमति की अवधि के: [208, 1658, 369, 1814]
hostel-building-photo: [572, 936, 750, 1126]
byline-square-icon: [474, 945, 483, 954]
train-col2: [1233, 966, 1416, 1316]
work-name-cell: उल्हासनगर ५ मधील गायकवाडपाडा प्रवेशद्वार व परिसरात ४०/८०/१०० मी. मी. व्यासाची नविन जी. आय. जलवाहिनी टाकणे.: [907, 2061, 1091, 2105]
tender-title: शुध्दीपत्रक: [1119, 1971, 1190, 1993]
placard-text: I ♥: [227, 979, 253, 999]
tender-signature: [1298, 2113, 1403, 2160]
sign-text: I ♥: [121, 1064, 139, 1078]
paper-website: www.purnviram.co.in: [60, 70, 205, 85]
lamp-lighting-photo: [894, 1423, 1138, 1633]
